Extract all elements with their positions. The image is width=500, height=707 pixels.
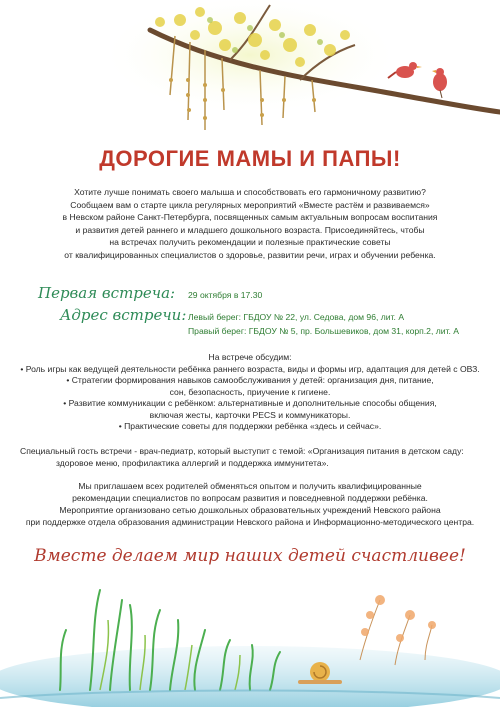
first-meeting-date: 29 октября в 17.30 xyxy=(188,290,263,300)
closing-line: Мероприятие организовано сетью дошкольных образовательных учреждений Невского района xyxy=(59,505,441,515)
intro-line: в Невском районе Санкт-Петербурга, посвященных самым актуальным вопросам воспитания xyxy=(62,212,438,223)
intro-line: и развития детей раннего и младшего дошкольного возраста. Присоединяйтесь, чтобы xyxy=(75,224,425,235)
discussion-item: • Стратегии формирования навыков самообслуживания у детей: организация дня, питание, xyxy=(66,375,434,385)
closing-line: рекомендации специалистов по вопросам развития и повседневной поддержки ребёнка. xyxy=(72,493,428,503)
special-guest-paragraph xyxy=(20,445,485,469)
intro-line: на встречах получить рекомендации и полезные практические советы xyxy=(109,237,391,248)
discussion-heading: На встрече обсудим: xyxy=(208,352,292,362)
address-label: Адрес встречи: xyxy=(60,306,187,324)
intro-line: Хотите лучше понимать своего малыша и способствовать его гармоничному развитию? xyxy=(74,187,426,197)
discussion-item: сон, безопасность, приучение к гигиене. xyxy=(169,386,331,397)
meadow-illustration xyxy=(0,560,500,707)
page-title: ДОРОГИЕ МАМЫ И ПАПЫ! xyxy=(99,146,401,171)
guest-line: Специальный гость встречи - врач-педиатр, который выступит с темой: «Организация питания в детском саду: xyxy=(20,446,464,456)
slogan: Вместе делаем мир наших детей счастливее! xyxy=(34,546,466,566)
discussion-item: • Роль игры как ведущей деятельности ребёнка раннего возраста, виды и формы игр, адаптация для детей с ОВЗ. xyxy=(20,363,480,374)
closing-paragraph xyxy=(10,480,490,528)
address-left-bank: Левый берег: ГБДОУ № 22, ул. Седова, дом 96, лит. А xyxy=(188,312,405,322)
closing-line: Мы приглашаем всех родителей обменяться опытом и получить квалифицированные xyxy=(78,481,422,491)
discussion-item: • Практические советы для поддержки ребёнка «здесь и сейчас». xyxy=(118,421,382,431)
intro-line: от квалифицированных специалистов о здоровье, развитии речи, играх и обучении ребенка. xyxy=(64,249,436,260)
guest-line: здоровое меню, профилактика аллергий и поддержка иммунитета». xyxy=(56,458,329,468)
discussion-item: • Развитие коммуникации с ребёнком: альтернативные и дополнительные способы общения, xyxy=(63,398,437,408)
intro-line: Сообщаем вам о старте цикла регулярных мероприятий «Вместе растём и развиваемся» xyxy=(70,199,430,210)
intro-paragraph xyxy=(40,186,460,262)
discussion-topics xyxy=(10,352,490,433)
bird-icon xyxy=(432,68,447,98)
closing-line: при поддержке отдела образования администрации Невского района и Информационно-методического центра. xyxy=(25,517,475,527)
discussion-item: включая жесты, карточки PECS и коммуникаторы. xyxy=(149,409,351,420)
blossom-branch-illustration xyxy=(0,0,500,140)
address-right-bank: Правый берег: ГБДОУ № 5, пр. Большевиков, дом 31, корп.2, лит. А xyxy=(188,326,460,336)
first-meeting-label: Первая встреча: xyxy=(38,284,176,302)
